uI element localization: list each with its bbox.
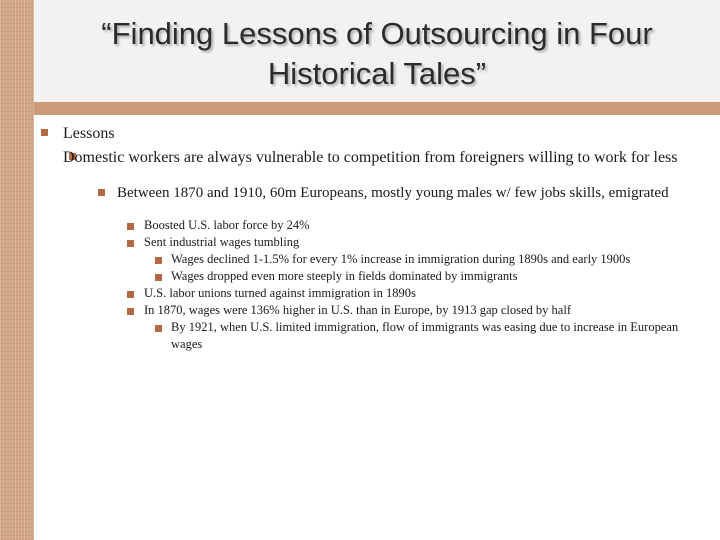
square-bullet-icon: [127, 240, 134, 247]
square-bullet-icon: [127, 223, 134, 230]
bullet-text: Boosted U.S. labor force by 24%: [144, 218, 310, 232]
slide-title: “Finding Lessons of Outsourcing in Four Historical Tales”: [101, 16, 653, 91]
square-bullet-icon: [127, 308, 134, 315]
square-bullet-icon: [98, 189, 105, 196]
bullet-text: Domestic workers are always vulnerable to competition from foreigners willing to work for less: [63, 149, 678, 166]
bullet-text: Sent industrial wages tumbling: [144, 235, 300, 249]
bullet-text: By 1921, when U.S. limited immigration, flow of immigrants was easing due to increase in European wages: [171, 320, 679, 351]
bullet-text: U.S. labor unions turned against immigration in 1890s: [144, 286, 416, 300]
bullet-text: Wages declined 1-1.5% for every 1% increase in immigration during 1890s and early 1900s: [171, 252, 631, 266]
bullet-text: In 1870, wages were 136% higher in U.S. than in Europe, by 1913 gap closed by half: [144, 303, 571, 317]
square-bullet-icon: [155, 257, 162, 264]
square-bullet-icon: [41, 129, 48, 136]
square-bullet-icon: [155, 325, 162, 332]
bullet-text: Between 1870 and 1910, 60m Europeans, mostly young males w/ few jobs skills, emigrated: [117, 185, 669, 201]
bullet-text: Lessons: [63, 125, 115, 142]
bullet-text: Wages dropped even more steeply in fields dominated by immigrants: [171, 269, 518, 283]
square-bullet-icon: [155, 274, 162, 281]
square-bullet-icon: [127, 291, 134, 298]
